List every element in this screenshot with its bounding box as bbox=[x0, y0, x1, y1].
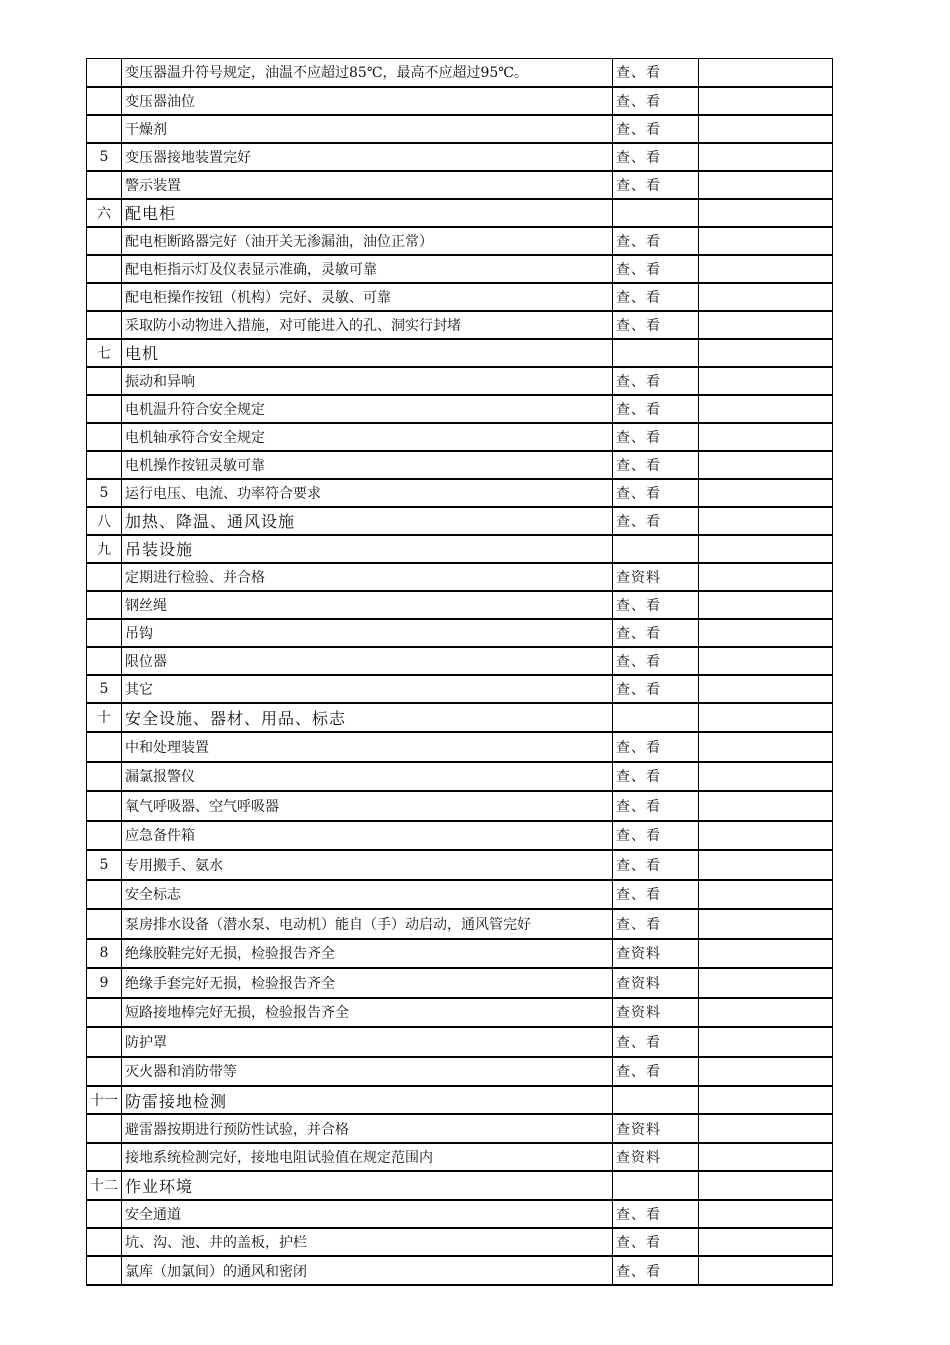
inspection-method: 查资料 bbox=[613, 998, 699, 1028]
inspection-method: 查资料 bbox=[613, 939, 699, 969]
inspection-method: 查、看 bbox=[613, 507, 699, 535]
table-row bbox=[87, 821, 833, 851]
section-row bbox=[87, 1171, 833, 1199]
inspection-method bbox=[613, 1171, 699, 1199]
inspection-method bbox=[613, 339, 699, 367]
inspection-method: 查、看 bbox=[613, 732, 699, 762]
inspection-item: 灭火器和消防带等 bbox=[122, 1057, 613, 1087]
inspection-method: 查、看 bbox=[613, 1200, 699, 1228]
inspection-result bbox=[699, 675, 833, 703]
row-number: 十一 bbox=[87, 1086, 122, 1114]
row-number bbox=[87, 311, 122, 339]
inspection-item: 变压器油位 bbox=[122, 87, 613, 115]
inspection-result bbox=[699, 1228, 833, 1256]
inspection-method: 查、看 bbox=[613, 283, 699, 311]
row-number bbox=[87, 591, 122, 619]
inspection-item: 绝缘胶鞋完好无损，检验报告齐全 bbox=[122, 939, 613, 969]
table-row bbox=[87, 1027, 833, 1057]
inspection-item: 安全设施、器材、用品、标志 bbox=[122, 703, 613, 733]
inspection-item: 其它 bbox=[122, 675, 613, 703]
section-row bbox=[87, 1086, 833, 1114]
inspection-method: 查、看 bbox=[613, 87, 699, 115]
row-number: 六 bbox=[87, 199, 122, 227]
table-row bbox=[87, 255, 833, 283]
table-row bbox=[87, 479, 833, 507]
row-number: 七 bbox=[87, 339, 122, 367]
inspection-method: 查、看 bbox=[613, 255, 699, 283]
inspection-method bbox=[613, 703, 699, 733]
inspection-method: 查资料 bbox=[613, 1143, 699, 1171]
inspection-item: 采取防小动物进入措施，对可能进入的孔、洞实行封堵 bbox=[122, 311, 613, 339]
table-row bbox=[87, 675, 833, 703]
table-row bbox=[87, 395, 833, 423]
row-number bbox=[87, 1228, 122, 1256]
inspection-method: 查、看 bbox=[613, 143, 699, 171]
table-row bbox=[87, 367, 833, 395]
inspection-item: 变压器温升符号规定，油温不应超过85℃，最高不应超过95℃。 bbox=[122, 59, 613, 87]
table-row bbox=[87, 115, 833, 143]
row-number bbox=[87, 451, 122, 479]
row-number: 十 bbox=[87, 703, 122, 733]
table-row bbox=[87, 939, 833, 969]
row-number bbox=[87, 619, 122, 647]
row-number bbox=[87, 1256, 122, 1284]
inspection-item: 变压器接地装置完好 bbox=[122, 143, 613, 171]
row-number bbox=[87, 367, 122, 395]
row-number bbox=[87, 791, 122, 821]
inspection-result bbox=[699, 968, 833, 998]
inspection-item: 限位器 bbox=[122, 647, 613, 675]
section-row bbox=[87, 535, 833, 563]
inspection-result bbox=[699, 619, 833, 647]
inspection-result bbox=[699, 395, 833, 423]
inspection-item: 警示装置 bbox=[122, 171, 613, 199]
inspection-item: 漏氯报警仪 bbox=[122, 762, 613, 792]
inspection-result bbox=[699, 1256, 833, 1284]
inspection-result bbox=[699, 821, 833, 851]
table-row bbox=[87, 1200, 833, 1228]
inspection-item: 运行电压、电流、功率符合要求 bbox=[122, 479, 613, 507]
inspection-item: 短路接地棒完好无损，检验报告齐全 bbox=[122, 998, 613, 1028]
inspection-method: 查资料 bbox=[613, 968, 699, 998]
row-number bbox=[87, 1027, 122, 1057]
table-row bbox=[87, 87, 833, 115]
inspection-result bbox=[699, 283, 833, 311]
inspection-item: 氯库（加氯间）的通风和密闭 bbox=[122, 1256, 613, 1284]
inspection-item: 配电柜断路器完好（油开关无渗漏油，油位正常） bbox=[122, 227, 613, 255]
row-number bbox=[87, 283, 122, 311]
row-number bbox=[87, 1200, 122, 1228]
table-row bbox=[87, 968, 833, 998]
row-number bbox=[87, 732, 122, 762]
row-number: 十二 bbox=[87, 1171, 122, 1199]
table-row bbox=[87, 59, 833, 87]
row-number bbox=[87, 1143, 122, 1171]
inspection-result bbox=[699, 563, 833, 591]
inspection-method: 查、看 bbox=[613, 115, 699, 143]
inspection-item: 氧气呼吸器、空气呼吸器 bbox=[122, 791, 613, 821]
row-number bbox=[87, 647, 122, 675]
table-row bbox=[87, 171, 833, 199]
inspection-result bbox=[699, 115, 833, 143]
table-row bbox=[87, 998, 833, 1028]
inspection-item: 吊钩 bbox=[122, 619, 613, 647]
inspection-method: 查资料 bbox=[613, 563, 699, 591]
inspection-item: 配电柜指示灯及仪表显示准确，灵敏可靠 bbox=[122, 255, 613, 283]
inspection-result bbox=[699, 311, 833, 339]
row-number bbox=[87, 255, 122, 283]
inspection-result bbox=[699, 998, 833, 1028]
inspection-item: 吊装设施 bbox=[122, 535, 613, 563]
inspection-result bbox=[699, 647, 833, 675]
row-number bbox=[87, 998, 122, 1028]
inspection-result bbox=[699, 1171, 833, 1199]
table-row bbox=[87, 451, 833, 479]
inspection-result bbox=[699, 451, 833, 479]
row-number bbox=[87, 423, 122, 451]
inspection-item: 避雷器按期进行预防性试验，并合格 bbox=[122, 1114, 613, 1142]
row-number bbox=[87, 395, 122, 423]
inspection-result bbox=[699, 199, 833, 227]
inspection-result bbox=[699, 880, 833, 910]
inspection-result bbox=[699, 591, 833, 619]
inspection-result bbox=[699, 762, 833, 792]
inspection-result bbox=[699, 1057, 833, 1087]
inspection-item: 电机温升符合安全规定 bbox=[122, 395, 613, 423]
table-row bbox=[87, 791, 833, 821]
inspection-item: 配电柜 bbox=[122, 199, 613, 227]
inspection-item: 作业环境 bbox=[122, 1171, 613, 1199]
table-row bbox=[87, 283, 833, 311]
inspection-method: 查、看 bbox=[613, 791, 699, 821]
inspection-method: 查、看 bbox=[613, 675, 699, 703]
row-number bbox=[87, 59, 122, 87]
inspection-item: 干燥剂 bbox=[122, 115, 613, 143]
inspection-method: 查资料 bbox=[613, 1114, 699, 1142]
inspection-result bbox=[699, 939, 833, 969]
inspection-result bbox=[699, 339, 833, 367]
row-number: 5 bbox=[87, 143, 122, 171]
table-row bbox=[87, 563, 833, 591]
row-number bbox=[87, 821, 122, 851]
inspection-method: 查、看 bbox=[613, 1027, 699, 1057]
table-row bbox=[87, 591, 833, 619]
inspection-method bbox=[613, 199, 699, 227]
table-row bbox=[87, 1057, 833, 1087]
inspection-item: 电机操作按钮灵敏可靠 bbox=[122, 451, 613, 479]
inspection-item: 安全标志 bbox=[122, 880, 613, 910]
table-row bbox=[87, 1256, 833, 1284]
inspection-item: 防护罩 bbox=[122, 1027, 613, 1057]
inspection-item: 应急备件箱 bbox=[122, 821, 613, 851]
inspection-item: 防雷接地检测 bbox=[122, 1086, 613, 1114]
section-row bbox=[87, 507, 833, 535]
inspection-result bbox=[699, 255, 833, 283]
inspection-result bbox=[699, 1143, 833, 1171]
row-number bbox=[87, 880, 122, 910]
inspection-item: 泵房排水设备（潜水泵、电动机）能自（手）动启动，通风管完好 bbox=[122, 909, 613, 939]
row-number bbox=[87, 762, 122, 792]
inspection-method: 查、看 bbox=[613, 451, 699, 479]
inspection-method: 查、看 bbox=[613, 1228, 699, 1256]
table-row bbox=[87, 1114, 833, 1142]
inspection-item: 坑、沟、池、井的盖板，护栏 bbox=[122, 1228, 613, 1256]
inspection-method: 查、看 bbox=[613, 591, 699, 619]
inspection-result bbox=[699, 791, 833, 821]
row-number: 8 bbox=[87, 939, 122, 969]
inspection-result bbox=[699, 732, 833, 762]
row-number bbox=[87, 87, 122, 115]
inspection-method: 查、看 bbox=[613, 647, 699, 675]
section-row bbox=[87, 339, 833, 367]
inspection-item: 安全通道 bbox=[122, 1200, 613, 1228]
section-row bbox=[87, 703, 833, 733]
row-number bbox=[87, 227, 122, 255]
inspection-method: 查、看 bbox=[613, 171, 699, 199]
inspection-method: 查、看 bbox=[613, 1057, 699, 1087]
inspection-method: 查、看 bbox=[613, 311, 699, 339]
inspection-method bbox=[613, 535, 699, 563]
inspection-method: 查、看 bbox=[613, 479, 699, 507]
inspection-method: 查、看 bbox=[613, 367, 699, 395]
inspection-item: 钢丝绳 bbox=[122, 591, 613, 619]
table-row bbox=[87, 227, 833, 255]
inspection-method: 查、看 bbox=[613, 1256, 699, 1284]
inspection-result bbox=[699, 59, 833, 87]
row-number bbox=[87, 115, 122, 143]
inspection-method: 查、看 bbox=[613, 619, 699, 647]
row-number bbox=[87, 909, 122, 939]
table-row bbox=[87, 909, 833, 939]
row-number: 5 bbox=[87, 479, 122, 507]
inspection-result bbox=[699, 143, 833, 171]
row-number bbox=[87, 1114, 122, 1142]
inspection-method: 查、看 bbox=[613, 909, 699, 939]
table-row bbox=[87, 850, 833, 880]
inspection-item: 绝缘手套完好无损，检验报告齐全 bbox=[122, 968, 613, 998]
inspection-item: 振动和异响 bbox=[122, 367, 613, 395]
inspection-item: 加热、降温、通风设施 bbox=[122, 507, 613, 535]
inspection-method bbox=[613, 1086, 699, 1114]
inspection-method: 查、看 bbox=[613, 880, 699, 910]
inspection-item: 接地系统检测完好，接地电阻试验值在规定范围内 bbox=[122, 1143, 613, 1171]
table-row bbox=[87, 762, 833, 792]
inspection-result bbox=[699, 1086, 833, 1114]
inspection-result bbox=[699, 367, 833, 395]
inspection-result bbox=[699, 850, 833, 880]
inspection-method: 查、看 bbox=[613, 59, 699, 87]
inspection-result bbox=[699, 909, 833, 939]
inspection-result bbox=[699, 87, 833, 115]
inspection-result bbox=[699, 1114, 833, 1142]
row-number bbox=[87, 563, 122, 591]
row-number bbox=[87, 171, 122, 199]
inspection-result bbox=[699, 479, 833, 507]
inspection-table-body bbox=[87, 59, 833, 1285]
table-row bbox=[87, 732, 833, 762]
table-row bbox=[87, 1228, 833, 1256]
inspection-method: 查、看 bbox=[613, 762, 699, 792]
inspection-item: 定期进行检验、并合格 bbox=[122, 563, 613, 591]
row-number: 八 bbox=[87, 507, 122, 535]
row-number: 5 bbox=[87, 675, 122, 703]
inspection-item: 中和处理装置 bbox=[122, 732, 613, 762]
inspection-result bbox=[699, 227, 833, 255]
table-row bbox=[87, 423, 833, 451]
table-row bbox=[87, 647, 833, 675]
table-row bbox=[87, 619, 833, 647]
table-row bbox=[87, 143, 833, 171]
table-row bbox=[87, 311, 833, 339]
inspection-item: 电机 bbox=[122, 339, 613, 367]
inspection-method: 查、看 bbox=[613, 227, 699, 255]
inspection-item: 专用搬手、氨水 bbox=[122, 850, 613, 880]
inspection-result bbox=[699, 535, 833, 563]
inspection-item: 配电柜操作按钮（机构）完好、灵敏、可靠 bbox=[122, 283, 613, 311]
row-number bbox=[87, 1057, 122, 1087]
inspection-result bbox=[699, 423, 833, 451]
row-number: 5 bbox=[87, 850, 122, 880]
inspection-table bbox=[86, 58, 833, 1286]
inspection-method: 查、看 bbox=[613, 821, 699, 851]
inspection-item: 电机轴承符合安全规定 bbox=[122, 423, 613, 451]
inspection-result bbox=[699, 703, 833, 733]
inspection-method: 查、看 bbox=[613, 850, 699, 880]
inspection-method: 查、看 bbox=[613, 395, 699, 423]
section-row bbox=[87, 199, 833, 227]
table-row bbox=[87, 880, 833, 910]
inspection-result bbox=[699, 1200, 833, 1228]
inspection-result bbox=[699, 507, 833, 535]
inspection-result bbox=[699, 1027, 833, 1057]
inspection-result bbox=[699, 171, 833, 199]
inspection-method: 查、看 bbox=[613, 423, 699, 451]
table-row bbox=[87, 1143, 833, 1171]
row-number: 九 bbox=[87, 535, 122, 563]
row-number: 9 bbox=[87, 968, 122, 998]
